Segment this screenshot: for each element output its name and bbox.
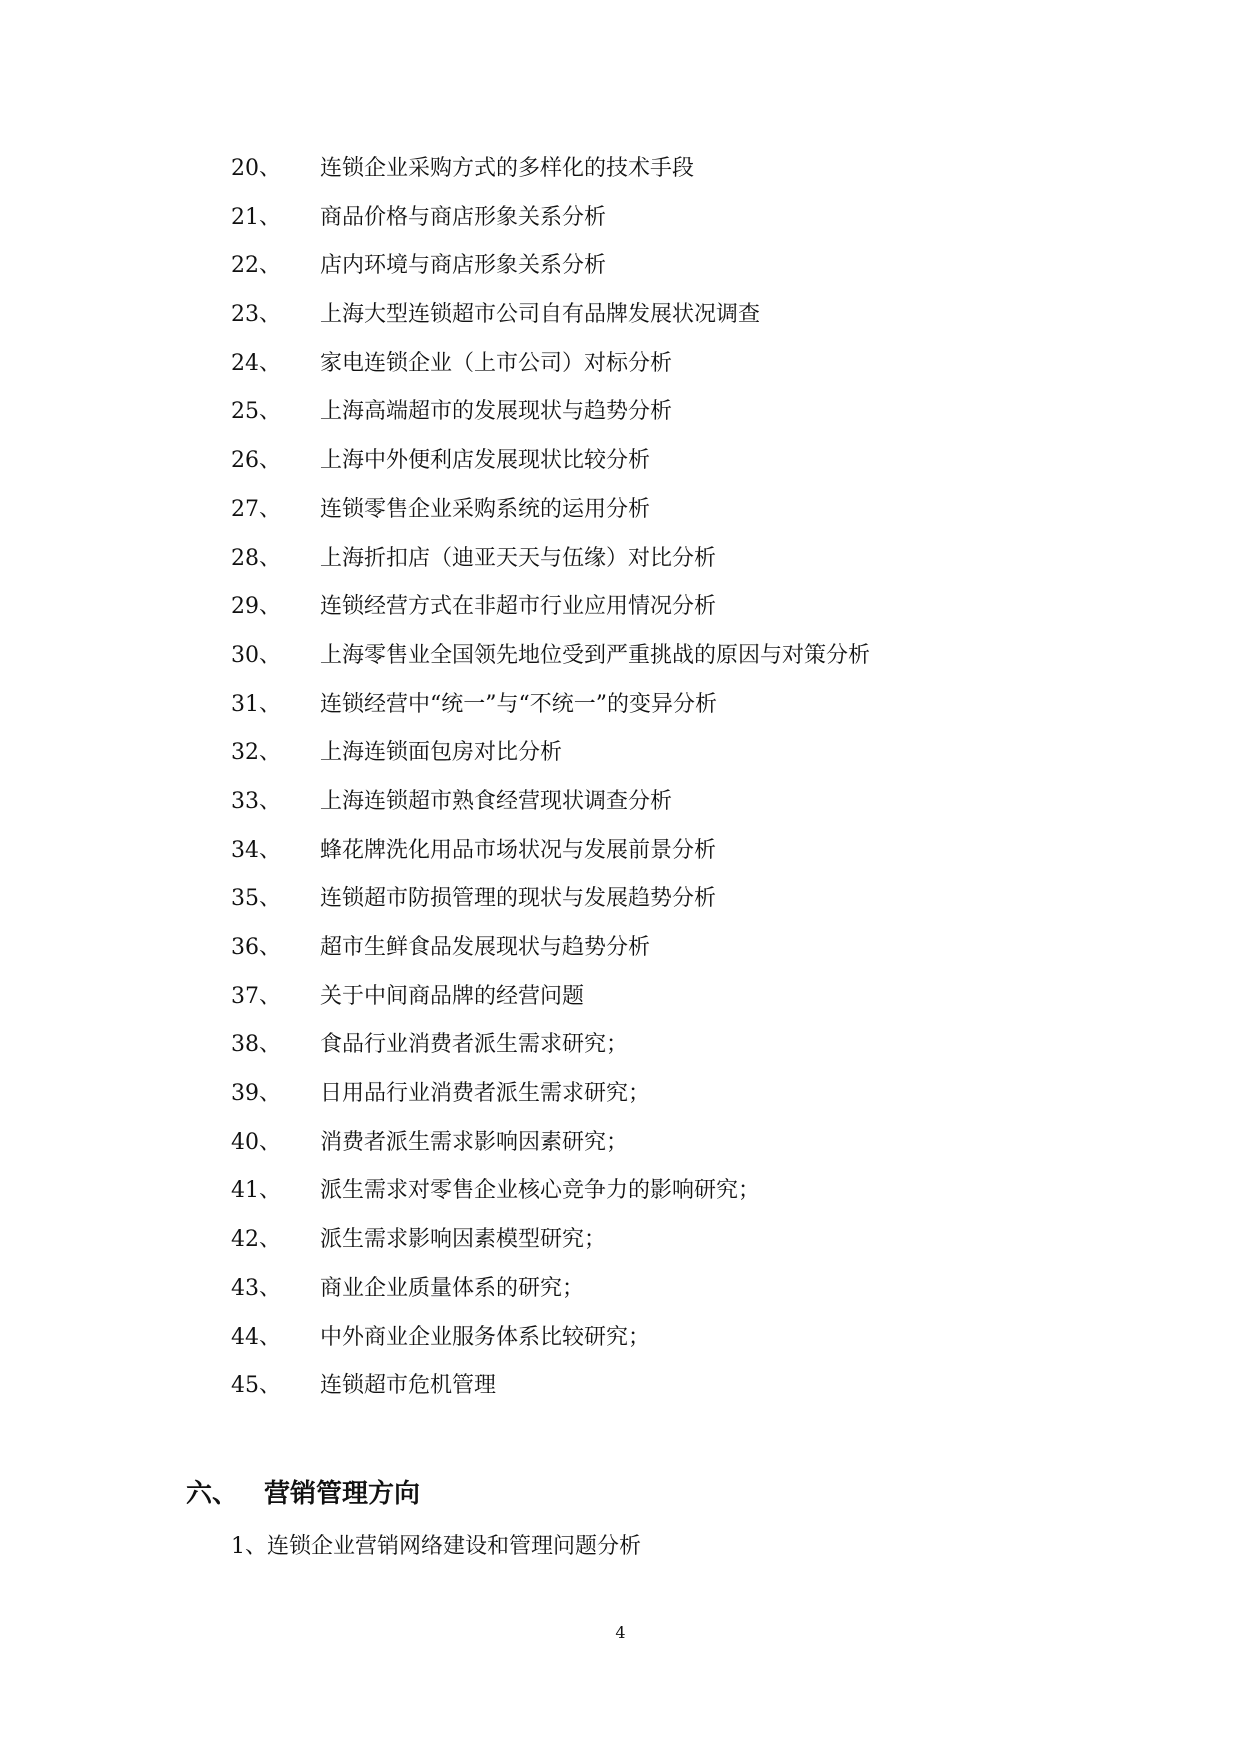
list-item <box>0 1030 1241 1079</box>
list-item-text: 关于中间商品牌的经营问题 <box>320 983 585 1009</box>
list-item <box>0 397 1241 446</box>
list-item-number: 32、 <box>231 740 281 766</box>
section-heading <box>186 1476 420 1512</box>
list-item-number: 28、 <box>231 545 281 571</box>
section-sub-item: 1、连锁企业营销网络建设和管理问题分析 <box>231 1534 641 1559</box>
list-item-number: 44、 <box>231 1324 281 1350</box>
list-item-number: 31、 <box>231 691 281 717</box>
list-item-number: 33、 <box>231 788 281 814</box>
list-item <box>0 787 1241 836</box>
list-item <box>0 884 1241 933</box>
list-item <box>0 349 1241 398</box>
list-item-text: 日用品行业消费者派生需求研究； <box>320 1081 651 1107</box>
list-item-text: 上海折扣店（迪亚天天与伍缘）对比分析 <box>320 545 717 571</box>
list-item-number: 36、 <box>231 935 281 960</box>
list-item <box>0 690 1241 739</box>
list-item-number: 37、 <box>231 983 281 1009</box>
list-item-text: 连锁经营方式在非超市行业应用情况分析 <box>320 594 717 620</box>
list-item <box>0 495 1241 544</box>
topic-list <box>0 154 1241 1420</box>
list-item-number: 20、 <box>231 156 281 181</box>
list-item <box>0 1176 1241 1225</box>
list-item-text: 上海中外便利店发展现状比较分析 <box>320 448 651 474</box>
list-item-text: 蜂花牌洗化用品市场状况与发展前景分析 <box>320 837 717 863</box>
list-item-number: 40、 <box>231 1129 281 1155</box>
list-item-number: 35、 <box>231 886 281 912</box>
list-item-text: 商品价格与商店形象关系分析 <box>320 204 607 230</box>
list-item-number: 23、 <box>231 302 281 328</box>
list-item <box>0 982 1241 1031</box>
list-item <box>0 641 1241 690</box>
list-item <box>0 1128 1241 1177</box>
list-item <box>0 154 1241 203</box>
list-item-text: 上海连锁超市熟食经营现状调查分析 <box>320 788 673 814</box>
list-item-number: 43、 <box>231 1275 281 1301</box>
list-item-text: 上海大型连锁超市公司自有品牌发展状况调查 <box>320 302 761 328</box>
list-item-text: 连锁零售企业采购系统的运用分析 <box>320 496 651 522</box>
list-item-number: 39、 <box>231 1081 281 1107</box>
section-title-text: 营销管理方向 <box>264 1479 421 1509</box>
list-item <box>0 300 1241 349</box>
list-item <box>0 592 1241 641</box>
section-number: 六、 <box>186 1479 239 1509</box>
list-item-number: 30、 <box>231 642 281 668</box>
list-item-number: 45、 <box>231 1373 281 1399</box>
list-item-text: 中外商业企业服务体系比较研究； <box>320 1324 651 1350</box>
list-item-text: 店内环境与商店形象关系分析 <box>320 253 607 279</box>
list-item <box>0 1323 1241 1372</box>
list-item <box>0 203 1241 252</box>
list-item-number: 22、 <box>231 253 281 279</box>
list-item-text: 超市生鲜食品发展现状与趋势分析 <box>320 935 651 960</box>
list-item-number: 21、 <box>231 204 281 230</box>
list-item-text: 连锁企业采购方式的多样化的技术手段 <box>320 156 695 181</box>
list-item-text: 连锁超市防损管理的现状与发展趋势分析 <box>320 886 717 912</box>
list-item-number: 25、 <box>231 399 281 425</box>
list-item <box>0 1274 1241 1323</box>
list-item-number: 34、 <box>231 837 281 863</box>
list-item <box>0 251 1241 300</box>
list-item-text: 商业企业质量体系的研究； <box>320 1275 585 1301</box>
list-item-number: 29、 <box>231 594 281 620</box>
list-item-text: 食品行业消费者派生需求研究； <box>320 1032 629 1058</box>
list-item-number: 42、 <box>231 1227 281 1253</box>
list-item-text: 派生需求对零售企业核心竞争力的影响研究； <box>320 1178 761 1204</box>
list-item-text: 上海连锁面包房对比分析 <box>320 740 563 766</box>
list-item-number: 41、 <box>231 1178 281 1204</box>
list-item-text: 连锁超市危机管理 <box>320 1373 497 1399</box>
list-item <box>0 836 1241 885</box>
list-item <box>0 933 1241 982</box>
list-item <box>0 446 1241 495</box>
list-item-text: 家电连锁企业（上市公司）对标分析 <box>320 350 673 376</box>
list-item-text: 消费者派生需求影响因素研究； <box>320 1129 629 1155</box>
list-item-text: 派生需求影响因素模型研究； <box>320 1227 607 1253</box>
list-item <box>0 738 1241 787</box>
list-item-number: 38、 <box>231 1032 281 1058</box>
list-item <box>0 544 1241 593</box>
list-item-number: 27、 <box>231 496 281 522</box>
page-number: 4 <box>615 1623 626 1642</box>
list-item-number: 24、 <box>231 350 281 376</box>
list-item <box>0 1225 1241 1274</box>
list-item-number: 26、 <box>231 448 281 474</box>
list-item <box>0 1079 1241 1128</box>
list-item-text: 上海高端超市的发展现状与趋势分析 <box>320 399 673 425</box>
list-item <box>0 1371 1241 1420</box>
list-item-text: 连锁经营中“统一”与“不统一”的变异分析 <box>320 691 717 717</box>
list-item-text: 上海零售业全国领先地位受到严重挑战的原因与对策分析 <box>320 642 871 668</box>
